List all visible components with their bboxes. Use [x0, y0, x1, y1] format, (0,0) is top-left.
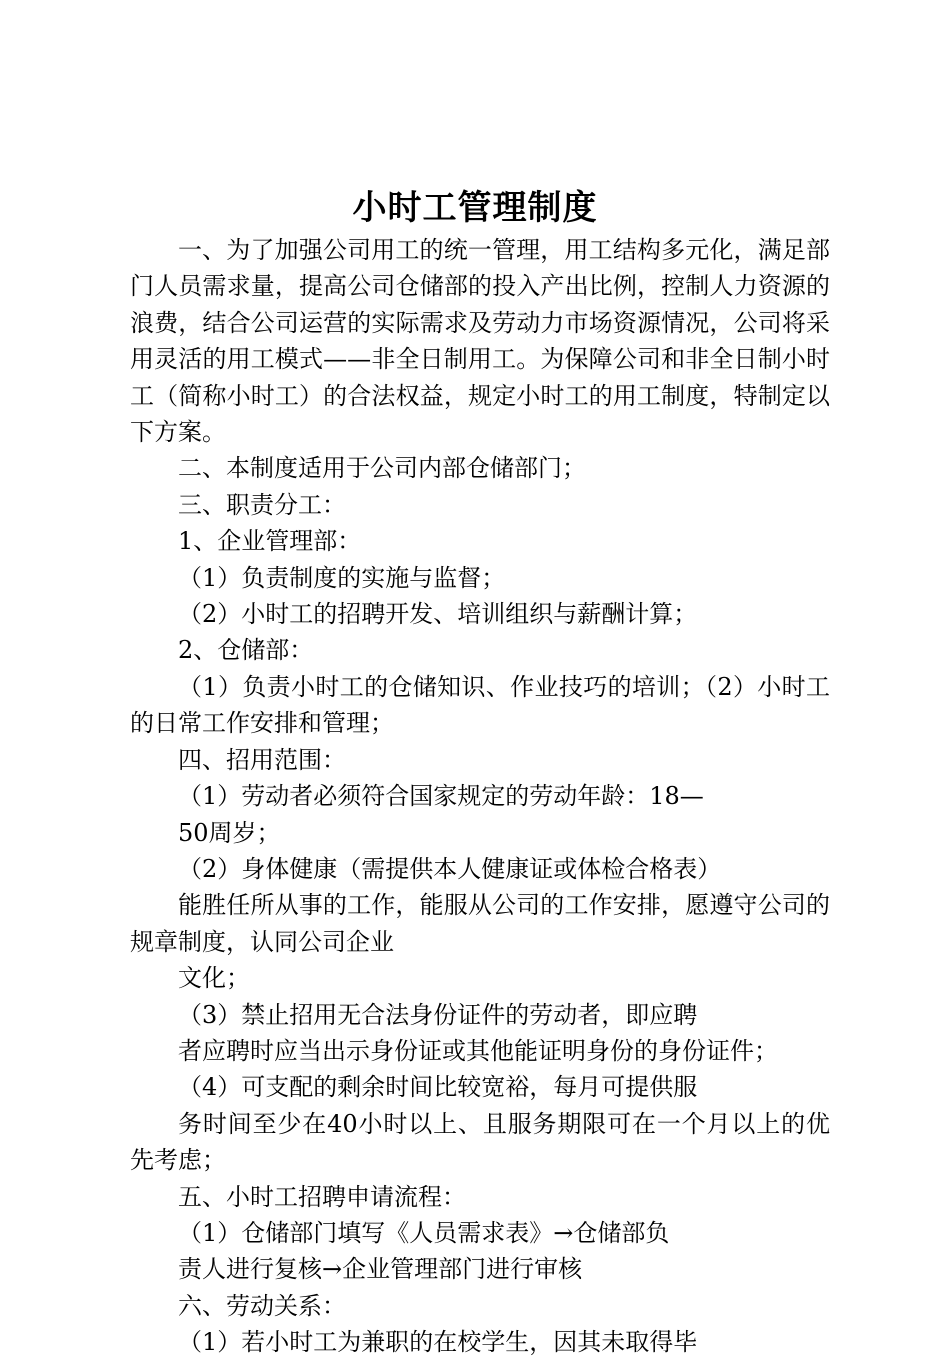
- paragraph-scope-2-end: 文化；: [178, 964, 250, 993]
- paragraph-purpose: 一、为了加强公司用工的统一管理，用工结构多元化，满足部门人员需求量，提高公司仓储部的投入产出比例，控制人力资源的浪费，结合公司运营的实际需求及劳动力市场资源情况，公司将采用灵活的用工模式——非全日制用工。为保障公司和非全日制小时工（简称小时工）的合法权益，规定小时工的用工制度，特制定以下方案。: [130, 236, 830, 447]
- paragraph-duties-heading: 三、职责分工：: [178, 490, 346, 519]
- paragraph-warehouse: 2、仓储部：: [178, 636, 314, 665]
- paragraph-process-heading: 五、小时工招聘申请流程：: [178, 1182, 466, 1211]
- paragraph-scope-2-cont: 能胜任所从事的工作，能服从公司的工作安排，愿遵守公司的规章制度，认同公司企业: [130, 891, 830, 956]
- document-body: [130, 232, 830, 1361]
- paragraph-scope-1-cont: 50周岁；: [178, 818, 281, 847]
- paragraph-labor-relations-heading: 六、劳动关系：: [178, 1291, 346, 1320]
- paragraph-process-1-cont: 责人进行复核→企业管理部门进行审核: [178, 1255, 583, 1284]
- paragraph-enterprise-management: 1、企业管理部：: [178, 527, 362, 556]
- paragraph-duty-1-1: （1）负责制度的实施与监督；: [178, 563, 506, 592]
- paragraph-scope: 二、本制度适用于公司内部仓储部门；: [178, 454, 586, 483]
- paragraph-hiring-scope-heading: 四、招用范围：: [178, 745, 346, 774]
- paragraph-scope-4-cont: 务时间至少在40小时以上、且服务期限可在一个月以上的优先考虑；: [130, 1109, 830, 1175]
- paragraph-labor-relations-1: （1）若小时工为兼职的在校学生，因其未取得毕: [178, 1328, 698, 1357]
- paragraph-scope-1: （1）劳动者必须符合国家规定的劳动年龄：18—: [178, 782, 704, 811]
- paragraph-process-1: （1）仓储部门填写《人员需求表》→仓储部负: [178, 1218, 670, 1247]
- paragraph-scope-3: （3）禁止招用无合法身份证件的劳动者，即应聘: [178, 1000, 698, 1029]
- paragraph-scope-4: （4）可支配的剩余时间比较宽裕，每月可提供服: [178, 1073, 698, 1102]
- document-title: 小时工管理制度: [352, 188, 598, 228]
- paragraph-scope-3-cont: 者应聘时应当出示身份证或其他能证明身份的身份证件；: [178, 1036, 778, 1065]
- paragraph-scope-2: （2）身体健康（需提供本人健康证或体检合格表）: [178, 854, 722, 883]
- paragraph-duty-1-2: （2）小时工的招聘开发、培训组织与薪酬计算；: [178, 600, 698, 629]
- paragraph-warehouse-duties: （1）负责小时工的仓储知识、作业技巧的培训；（2）小时工的日常工作安排和管理；: [130, 672, 830, 738]
